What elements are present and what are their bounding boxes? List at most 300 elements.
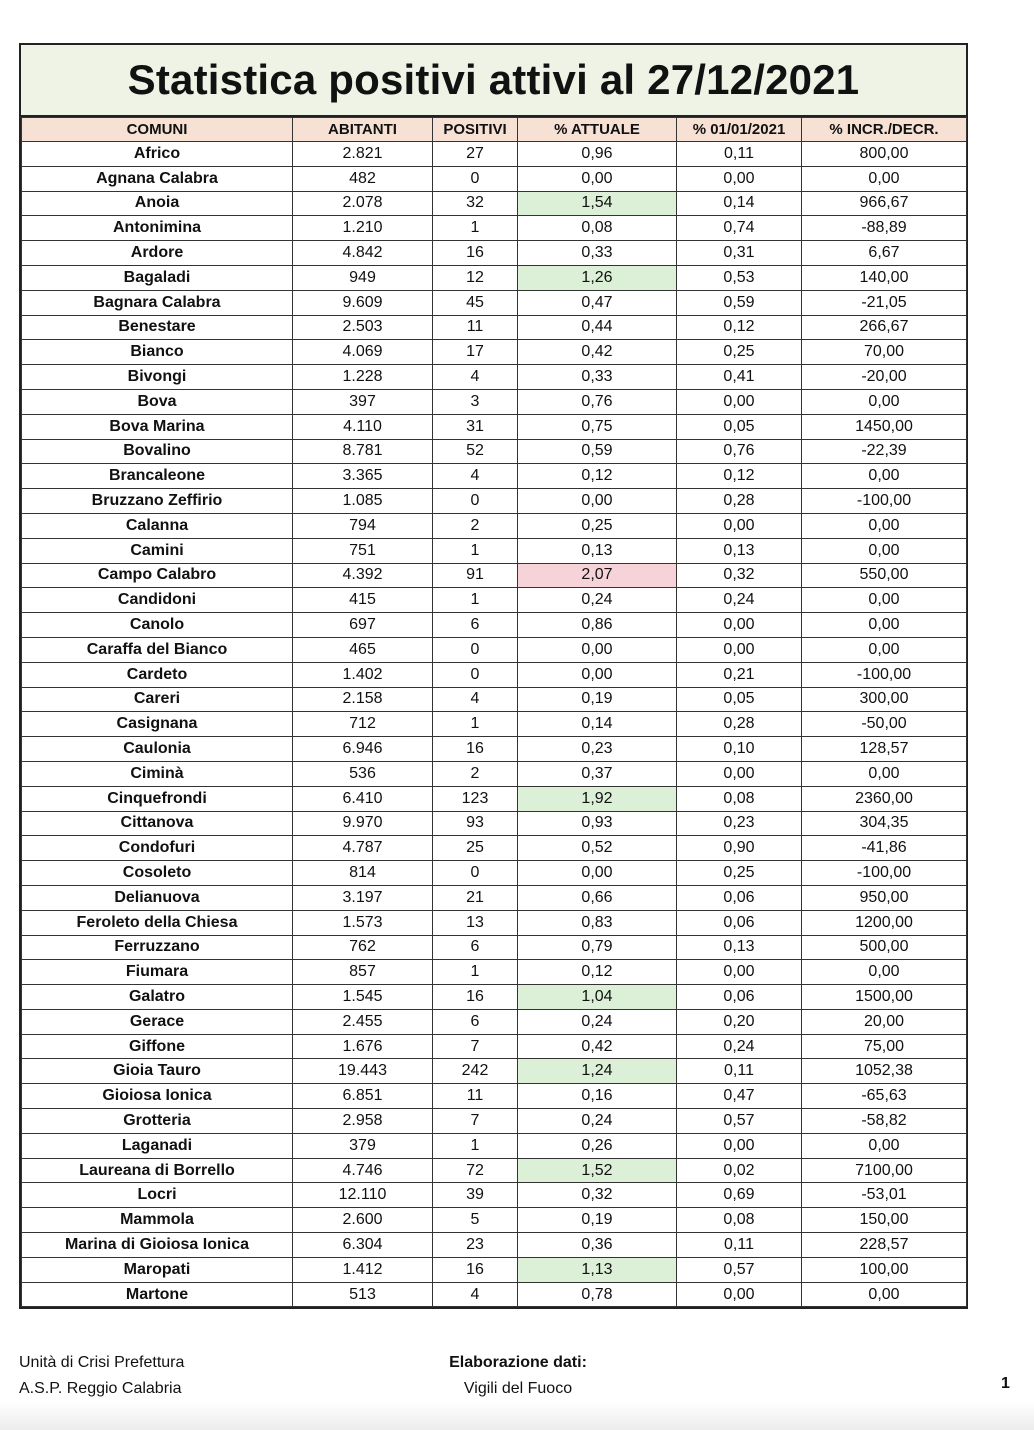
cell-abitanti: 1.573 — [293, 910, 433, 935]
cell-abitanti: 536 — [293, 761, 433, 786]
cell-gen-2021: 0,00 — [677, 960, 802, 985]
cell-comune: Caulonia — [22, 737, 293, 762]
cell-abitanti: 415 — [293, 588, 433, 613]
cell-gen-2021: 0,74 — [677, 216, 802, 241]
cell-abitanti: 9.970 — [293, 811, 433, 836]
table-row — [22, 191, 967, 216]
cell-comune: Casignana — [22, 712, 293, 737]
header-positivi: POSITIVI — [433, 118, 518, 142]
cell-abitanti: 4.842 — [293, 241, 433, 266]
cell-positivi: 1 — [433, 712, 518, 737]
cell-attuale: 0,14 — [518, 712, 677, 737]
cell-attuale: 1,54 — [518, 191, 677, 216]
cell-incr-decr: 6,67 — [802, 241, 967, 266]
cell-incr-decr: 0,00 — [802, 588, 967, 613]
cell-incr-decr: 0,00 — [802, 389, 967, 414]
cell-comune: Calanna — [22, 513, 293, 538]
cell-incr-decr: 75,00 — [802, 1034, 967, 1059]
cell-attuale: 1,26 — [518, 265, 677, 290]
cell-incr-decr: 950,00 — [802, 885, 967, 910]
cell-attuale: 0,16 — [518, 1084, 677, 1109]
cell-gen-2021: 0,12 — [677, 315, 802, 340]
cell-abitanti: 857 — [293, 960, 433, 985]
cell-incr-decr: 1500,00 — [802, 985, 967, 1010]
cell-positivi: 1 — [433, 538, 518, 563]
footer-processing — [443, 1350, 593, 1402]
cell-incr-decr: 228,57 — [802, 1233, 967, 1258]
cell-attuale: 0,23 — [518, 737, 677, 762]
cell-attuale: 2,07 — [518, 563, 677, 588]
cell-attuale: 0,00 — [518, 637, 677, 662]
table-row — [22, 588, 967, 613]
cell-comune: Gioiosa Ionica — [22, 1084, 293, 1109]
cell-positivi: 4 — [433, 687, 518, 712]
table-row — [22, 786, 967, 811]
cell-comune: Mammola — [22, 1208, 293, 1233]
cell-gen-2021: 0,41 — [677, 365, 802, 390]
cell-positivi: 11 — [433, 315, 518, 340]
cell-comune: Brancaleone — [22, 464, 293, 489]
cell-gen-2021: 0,08 — [677, 786, 802, 811]
table-row — [22, 1257, 967, 1282]
cell-gen-2021: 0,47 — [677, 1084, 802, 1109]
cell-attuale: 0,00 — [518, 166, 677, 191]
cell-comune: Cosoleto — [22, 861, 293, 886]
cell-abitanti: 6.946 — [293, 737, 433, 762]
table-row — [22, 613, 967, 638]
table-row — [22, 1183, 967, 1208]
cell-incr-decr: -21,05 — [802, 290, 967, 315]
header-comuni: COMUNI — [22, 118, 293, 142]
cell-gen-2021: 0,13 — [677, 538, 802, 563]
cell-incr-decr: 1200,00 — [802, 910, 967, 935]
cell-gen-2021: 0,59 — [677, 290, 802, 315]
cell-gen-2021: 0,00 — [677, 166, 802, 191]
statistics-sheet — [19, 43, 968, 1309]
cell-comune: Laureana di Borrello — [22, 1158, 293, 1183]
cell-gen-2021: 0,23 — [677, 811, 802, 836]
cell-incr-decr: 0,00 — [802, 464, 967, 489]
cell-gen-2021: 0,24 — [677, 588, 802, 613]
table-row — [22, 166, 967, 191]
table-row — [22, 365, 967, 390]
cell-comune: Giffone — [22, 1034, 293, 1059]
cell-attuale: 0,36 — [518, 1233, 677, 1258]
cell-positivi: 52 — [433, 439, 518, 464]
cell-comune: Gioia Tauro — [22, 1059, 293, 1084]
cell-abitanti: 1.412 — [293, 1257, 433, 1282]
cell-incr-decr: 0,00 — [802, 1282, 967, 1307]
cell-attuale: 0,33 — [518, 241, 677, 266]
cell-incr-decr: 0,00 — [802, 166, 967, 191]
cell-attuale: 0,79 — [518, 935, 677, 960]
cell-attuale: 0,66 — [518, 885, 677, 910]
cell-gen-2021: 0,05 — [677, 687, 802, 712]
cell-attuale: 1,92 — [518, 786, 677, 811]
footer-source — [19, 1350, 184, 1402]
cell-comune: Maropati — [22, 1257, 293, 1282]
cell-abitanti: 465 — [293, 637, 433, 662]
table-row — [22, 439, 967, 464]
cell-attuale: 0,13 — [518, 538, 677, 563]
cell-comune: Laganadi — [22, 1133, 293, 1158]
table-header-row — [22, 118, 967, 142]
cell-abitanti: 2.958 — [293, 1109, 433, 1134]
cell-comune: Antonimina — [22, 216, 293, 241]
cell-incr-decr: 0,00 — [802, 1133, 967, 1158]
cell-attuale: 0,42 — [518, 1034, 677, 1059]
header-gen-2021: % 01/01/2021 — [677, 118, 802, 142]
cell-attuale: 0,00 — [518, 489, 677, 514]
cell-positivi: 4 — [433, 1282, 518, 1307]
cell-gen-2021: 0,00 — [677, 389, 802, 414]
cell-incr-decr: 266,67 — [802, 315, 967, 340]
cell-gen-2021: 0,57 — [677, 1257, 802, 1282]
table-row — [22, 761, 967, 786]
cell-gen-2021: 0,32 — [677, 563, 802, 588]
cell-comune: Agnana Calabra — [22, 166, 293, 191]
cell-positivi: 1 — [433, 960, 518, 985]
positives-table — [21, 117, 967, 1307]
cell-abitanti: 1.402 — [293, 662, 433, 687]
cell-comune: Campo Calabro — [22, 563, 293, 588]
table-row — [22, 1009, 967, 1034]
cell-positivi: 0 — [433, 637, 518, 662]
cell-comune: Bovalino — [22, 439, 293, 464]
cell-incr-decr: 0,00 — [802, 613, 967, 638]
cell-abitanti: 4.392 — [293, 563, 433, 588]
cell-abitanti: 712 — [293, 712, 433, 737]
cell-gen-2021: 0,08 — [677, 1208, 802, 1233]
cell-attuale: 0,44 — [518, 315, 677, 340]
cell-abitanti: 8.781 — [293, 439, 433, 464]
cell-comune: Candidoni — [22, 588, 293, 613]
cell-gen-2021: 0,10 — [677, 737, 802, 762]
cell-comune: Ciminà — [22, 761, 293, 786]
cell-incr-decr: 70,00 — [802, 340, 967, 365]
cell-comune: Careri — [22, 687, 293, 712]
cell-incr-decr: 128,57 — [802, 737, 967, 762]
cell-incr-decr: 1450,00 — [802, 414, 967, 439]
cell-gen-2021: 0,24 — [677, 1034, 802, 1059]
cell-abitanti: 1.085 — [293, 489, 433, 514]
cell-incr-decr: -41,86 — [802, 836, 967, 861]
cell-incr-decr: 140,00 — [802, 265, 967, 290]
cell-comune: Bova Marina — [22, 414, 293, 439]
cell-attuale: 0,00 — [518, 662, 677, 687]
table-row — [22, 861, 967, 886]
cell-gen-2021: 0,25 — [677, 340, 802, 365]
cell-incr-decr: 1052,38 — [802, 1059, 967, 1084]
cell-abitanti: 6.304 — [293, 1233, 433, 1258]
cell-gen-2021: 0,28 — [677, 489, 802, 514]
cell-gen-2021: 0,00 — [677, 513, 802, 538]
cell-positivi: 27 — [433, 142, 518, 167]
table-row — [22, 712, 967, 737]
cell-incr-decr: 0,00 — [802, 538, 967, 563]
cell-gen-2021: 0,11 — [677, 1059, 802, 1084]
cell-comune: Martone — [22, 1282, 293, 1307]
cell-attuale: 0,24 — [518, 1109, 677, 1134]
table-row — [22, 1133, 967, 1158]
cell-comune: Cittanova — [22, 811, 293, 836]
table-row — [22, 1059, 967, 1084]
cell-positivi: 16 — [433, 241, 518, 266]
cell-gen-2021: 0,57 — [677, 1109, 802, 1134]
table-row — [22, 960, 967, 985]
cell-attuale: 0,19 — [518, 687, 677, 712]
table-row — [22, 290, 967, 315]
cell-positivi: 4 — [433, 464, 518, 489]
table-row — [22, 885, 967, 910]
cell-attuale: 0,47 — [518, 290, 677, 315]
table-row — [22, 538, 967, 563]
cell-attuale: 0,33 — [518, 365, 677, 390]
header-attuale: % ATTUALE — [518, 118, 677, 142]
cell-comune: Bianco — [22, 340, 293, 365]
cell-incr-decr: 2360,00 — [802, 786, 967, 811]
cell-incr-decr: 300,00 — [802, 687, 967, 712]
cell-abitanti: 482 — [293, 166, 433, 191]
cell-comune: Canolo — [22, 613, 293, 638]
cell-incr-decr: -58,82 — [802, 1109, 967, 1134]
cell-positivi: 32 — [433, 191, 518, 216]
cell-gen-2021: 0,06 — [677, 910, 802, 935]
cell-comune: Bagnara Calabra — [22, 290, 293, 315]
cell-positivi: 242 — [433, 1059, 518, 1084]
cell-positivi: 2 — [433, 513, 518, 538]
cell-comune: Benestare — [22, 315, 293, 340]
cell-incr-decr: 0,00 — [802, 761, 967, 786]
cell-gen-2021: 0,02 — [677, 1158, 802, 1183]
cell-comune: Ferruzzano — [22, 935, 293, 960]
table-row — [22, 737, 967, 762]
cell-attuale: 0,08 — [518, 216, 677, 241]
cell-attuale: 0,24 — [518, 1009, 677, 1034]
cell-attuale: 0,83 — [518, 910, 677, 935]
cell-positivi: 7 — [433, 1109, 518, 1134]
cell-abitanti: 751 — [293, 538, 433, 563]
cell-positivi: 0 — [433, 861, 518, 886]
cell-abitanti: 762 — [293, 935, 433, 960]
table-row — [22, 563, 967, 588]
table-row — [22, 687, 967, 712]
cell-gen-2021: 0,06 — [677, 985, 802, 1010]
cell-attuale: 1,04 — [518, 985, 677, 1010]
cell-attuale: 0,93 — [518, 811, 677, 836]
cell-abitanti: 794 — [293, 513, 433, 538]
cell-abitanti: 2.455 — [293, 1009, 433, 1034]
table-row — [22, 464, 967, 489]
cell-incr-decr: 0,00 — [802, 960, 967, 985]
cell-abitanti: 1.210 — [293, 216, 433, 241]
cell-attuale: 0,12 — [518, 464, 677, 489]
cell-positivi: 13 — [433, 910, 518, 935]
cell-incr-decr: 550,00 — [802, 563, 967, 588]
cell-gen-2021: 0,53 — [677, 265, 802, 290]
cell-gen-2021: 0,00 — [677, 1282, 802, 1307]
cell-abitanti: 513 — [293, 1282, 433, 1307]
cell-gen-2021: 0,05 — [677, 414, 802, 439]
footer-source-line-2: A.S.P. Reggio Calabria — [19, 1380, 182, 1397]
cell-positivi: 11 — [433, 1084, 518, 1109]
cell-gen-2021: 0,28 — [677, 712, 802, 737]
table-row — [22, 662, 967, 687]
cell-comune: Bruzzano Zeffirio — [22, 489, 293, 514]
cell-incr-decr: 150,00 — [802, 1208, 967, 1233]
cell-gen-2021: 0,21 — [677, 662, 802, 687]
cell-gen-2021: 0,06 — [677, 885, 802, 910]
cell-positivi: 4 — [433, 365, 518, 390]
cell-attuale: 0,25 — [518, 513, 677, 538]
cell-comune: Ardore — [22, 241, 293, 266]
cell-comune: Bagaladi — [22, 265, 293, 290]
table-row — [22, 1158, 967, 1183]
cell-comune: Cinquefrondi — [22, 786, 293, 811]
table-row — [22, 241, 967, 266]
cell-positivi: 1 — [433, 588, 518, 613]
cell-abitanti: 4.787 — [293, 836, 433, 861]
cell-comune: Condofuri — [22, 836, 293, 861]
footer-processing-label: Elaborazione dati: — [449, 1354, 587, 1371]
cell-attuale: 0,76 — [518, 389, 677, 414]
page-footer — [19, 1350, 1019, 1410]
cell-attuale: 0,75 — [518, 414, 677, 439]
cell-gen-2021: 0,69 — [677, 1183, 802, 1208]
cell-abitanti: 19.443 — [293, 1059, 433, 1084]
table-row — [22, 216, 967, 241]
cell-abitanti: 2.600 — [293, 1208, 433, 1233]
header-abitanti: ABITANTI — [293, 118, 433, 142]
cell-gen-2021: 0,13 — [677, 935, 802, 960]
cell-abitanti: 4.746 — [293, 1158, 433, 1183]
cell-attuale: 1,13 — [518, 1257, 677, 1282]
cell-incr-decr: -50,00 — [802, 712, 967, 737]
cell-attuale: 0,12 — [518, 960, 677, 985]
table-row — [22, 340, 967, 365]
cell-attuale: 0,96 — [518, 142, 677, 167]
table-row — [22, 414, 967, 439]
cell-incr-decr: -100,00 — [802, 861, 967, 886]
cell-gen-2021: 0,14 — [677, 191, 802, 216]
cell-positivi: 91 — [433, 563, 518, 588]
table-row — [22, 389, 967, 414]
cell-incr-decr: -53,01 — [802, 1183, 967, 1208]
table-row — [22, 513, 967, 538]
cell-abitanti: 3.197 — [293, 885, 433, 910]
header-incr-decr: % INCR./DECR. — [802, 118, 967, 142]
cell-positivi: 31 — [433, 414, 518, 439]
table-row — [22, 1084, 967, 1109]
cell-abitanti: 697 — [293, 613, 433, 638]
cell-positivi: 16 — [433, 985, 518, 1010]
cell-incr-decr: 7100,00 — [802, 1158, 967, 1183]
cell-attuale: 0,37 — [518, 761, 677, 786]
cell-abitanti: 9.609 — [293, 290, 433, 315]
cell-incr-decr: 20,00 — [802, 1009, 967, 1034]
table-row — [22, 265, 967, 290]
cell-attuale: 0,52 — [518, 836, 677, 861]
cell-attuale: 1,24 — [518, 1059, 677, 1084]
cell-gen-2021: 0,11 — [677, 142, 802, 167]
cell-gen-2021: 0,76 — [677, 439, 802, 464]
table-row — [22, 811, 967, 836]
cell-abitanti: 814 — [293, 861, 433, 886]
cell-positivi: 39 — [433, 1183, 518, 1208]
cell-incr-decr: -22,39 — [802, 439, 967, 464]
cell-positivi: 6 — [433, 613, 518, 638]
cell-abitanti: 2.158 — [293, 687, 433, 712]
cell-positivi: 3 — [433, 389, 518, 414]
cell-positivi: 6 — [433, 935, 518, 960]
cell-comune: Feroleto della Chiesa — [22, 910, 293, 935]
cell-gen-2021: 0,12 — [677, 464, 802, 489]
cell-attuale: 0,19 — [518, 1208, 677, 1233]
table-row — [22, 489, 967, 514]
cell-incr-decr: 100,00 — [802, 1257, 967, 1282]
cell-abitanti: 949 — [293, 265, 433, 290]
cell-positivi: 16 — [433, 1257, 518, 1282]
table-row — [22, 1282, 967, 1307]
cell-attuale: 0,24 — [518, 588, 677, 613]
cell-abitanti: 12.110 — [293, 1183, 433, 1208]
cell-comune: Cardeto — [22, 662, 293, 687]
cell-positivi: 5 — [433, 1208, 518, 1233]
cell-incr-decr: 966,67 — [802, 191, 967, 216]
cell-abitanti: 3.365 — [293, 464, 433, 489]
table-row — [22, 935, 967, 960]
cell-positivi: 7 — [433, 1034, 518, 1059]
table-row — [22, 1109, 967, 1134]
cell-comune: Marina di Gioiosa Ionica — [22, 1233, 293, 1258]
table-row — [22, 1208, 967, 1233]
cell-abitanti: 397 — [293, 389, 433, 414]
cell-gen-2021: 0,00 — [677, 761, 802, 786]
cell-incr-decr: -20,00 — [802, 365, 967, 390]
cell-incr-decr: 304,35 — [802, 811, 967, 836]
cell-positivi: 25 — [433, 836, 518, 861]
cell-incr-decr: -100,00 — [802, 489, 967, 514]
cell-gen-2021: 0,31 — [677, 241, 802, 266]
footer-processing-value: Vigili del Fuoco — [463, 1380, 573, 1397]
cell-positivi: 23 — [433, 1233, 518, 1258]
table-row — [22, 985, 967, 1010]
cell-gen-2021: 0,00 — [677, 1133, 802, 1158]
cell-comune: Bivongi — [22, 365, 293, 390]
cell-positivi: 0 — [433, 662, 518, 687]
cell-attuale: 0,26 — [518, 1133, 677, 1158]
cell-abitanti: 379 — [293, 1133, 433, 1158]
cell-gen-2021: 0,11 — [677, 1233, 802, 1258]
cell-attuale: 0,00 — [518, 861, 677, 886]
cell-gen-2021: 0,00 — [677, 637, 802, 662]
cell-abitanti: 4.069 — [293, 340, 433, 365]
cell-abitanti: 2.503 — [293, 315, 433, 340]
cell-comune: Grotteria — [22, 1109, 293, 1134]
cell-incr-decr: -88,89 — [802, 216, 967, 241]
cell-gen-2021: 0,25 — [677, 861, 802, 886]
page-number: 1 — [1001, 1375, 1010, 1392]
cell-positivi: 0 — [433, 489, 518, 514]
table-body — [22, 142, 967, 1307]
cell-incr-decr: 0,00 — [802, 637, 967, 662]
cell-comune: Fiumara — [22, 960, 293, 985]
cell-abitanti: 6.410 — [293, 786, 433, 811]
cell-incr-decr: -65,63 — [802, 1084, 967, 1109]
cell-positivi: 45 — [433, 290, 518, 315]
table-row — [22, 1034, 967, 1059]
cell-incr-decr: 0,00 — [802, 513, 967, 538]
